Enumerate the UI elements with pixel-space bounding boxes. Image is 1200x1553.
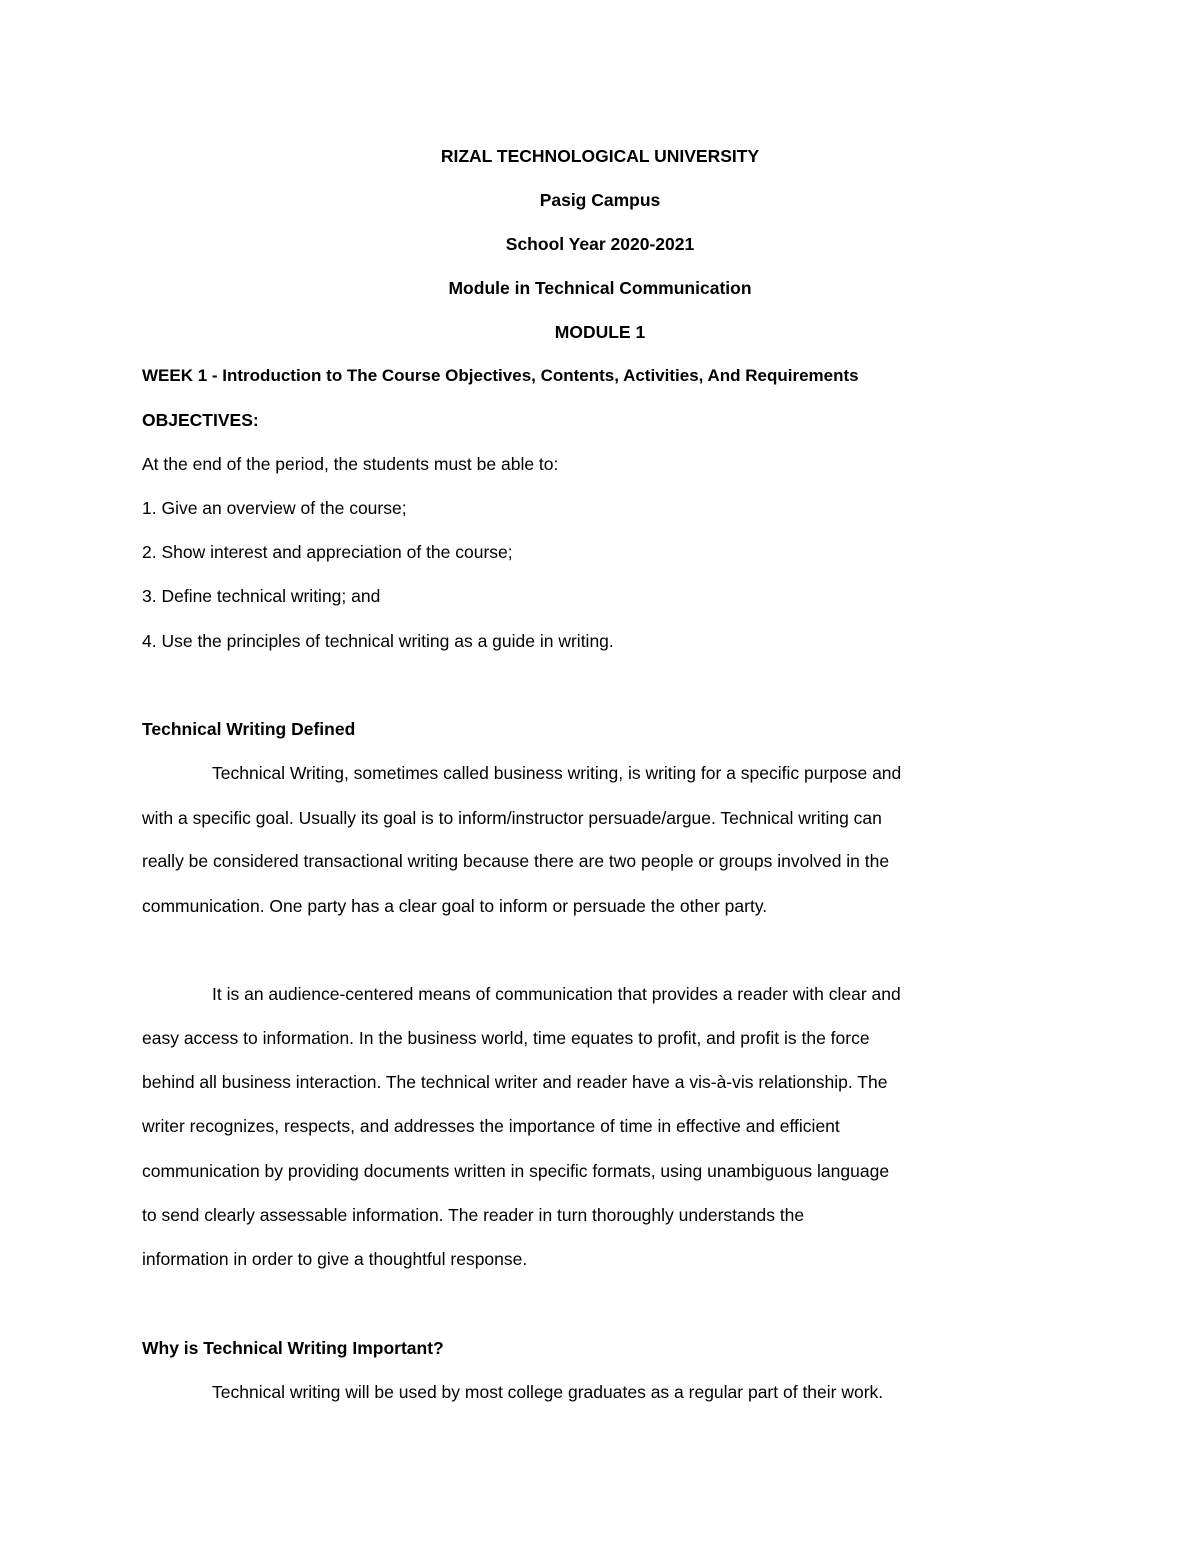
paragraph-line: Technical writing will be used by most college graduates as a regular part of their work. [212, 1382, 884, 1402]
module-number: MODULE 1 [554, 322, 646, 342]
section-heading-defined: Technical Writing Defined [142, 719, 356, 739]
week-title: WEEK 1 - Introduction to The Course Objectives, Contents, Activities, And Requirements [142, 366, 859, 385]
objective-item: 1. Give an overview of the course; [142, 498, 407, 518]
paragraph-line: with a specific goal. Usually its goal is to inform/instructor persuade/argue. Technical writing can [142, 808, 882, 828]
campus-name: Pasig Campus [539, 190, 661, 210]
paragraph-line: communication by providing documents written in specific formats, using unambiguous language [142, 1161, 890, 1181]
section-heading-important: Why is Technical Writing Important? [142, 1338, 444, 1358]
objective-item: 4. Use the principles of technical writing as a guide in writing. [142, 631, 614, 651]
paragraph-line: Technical Writing, sometimes called business writing, is writing for a specific purpose and [212, 763, 902, 783]
paragraph-line: to send clearly assessable information. The reader in turn thoroughly understands the [142, 1205, 805, 1225]
objective-item: 3. Define technical writing; and [142, 586, 381, 606]
paragraph-line: writer recognizes, respects, and addresses the importance of time in effective and efficient [142, 1116, 840, 1136]
school-year: School Year 2020-2021 [505, 234, 695, 254]
objective-item: 2. Show interest and appreciation of the course; [142, 542, 513, 562]
objectives-intro: At the end of the period, the students must be able to: [142, 454, 559, 474]
paragraph-line: It is an audience-centered means of communication that provides a reader with clear and [212, 984, 901, 1004]
paragraph-line: behind all business interaction. The technical writer and reader have a vis-à-vis relationship. The [142, 1072, 888, 1092]
paragraph-line: information in order to give a thoughtful response. [142, 1249, 528, 1269]
paragraph-line: really be considered transactional writing because there are two people or groups involved in the [142, 851, 890, 871]
paragraph-line: communication. One party has a clear goal to inform or persuade the other party. [142, 896, 768, 916]
objectives-heading: OBJECTIVES: [142, 410, 259, 430]
university-name: RIZAL TECHNOLOGICAL UNIVERSITY [440, 146, 760, 166]
module-title: Module in Technical Communication [448, 278, 752, 298]
paragraph-line: easy access to information. In the business world, time equates to profit, and profit is the force [142, 1028, 870, 1048]
